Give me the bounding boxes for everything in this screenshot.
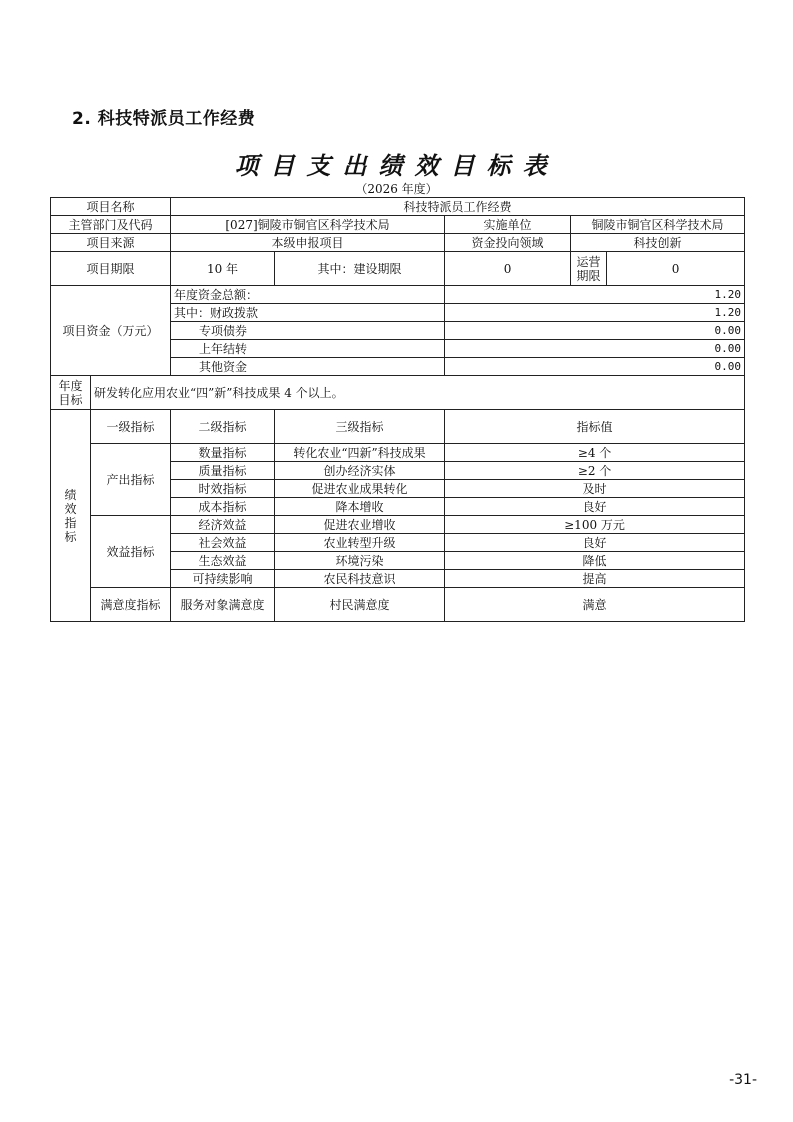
funds-bond-value: 0.00 bbox=[445, 322, 745, 340]
impl-label: 实施单位 bbox=[445, 216, 571, 234]
annual-goal-label: 年度目标 bbox=[51, 376, 91, 410]
output-l3: 创办经济实体 bbox=[275, 462, 445, 480]
header-level1: 一级指标 bbox=[91, 410, 171, 444]
funds-carryover-value: 0.00 bbox=[445, 340, 745, 358]
output-l2: 质量指标 bbox=[171, 462, 275, 480]
benefit-indicator-label: 效益指标 bbox=[91, 516, 171, 588]
header-level3: 三级指标 bbox=[275, 410, 445, 444]
benefit-value: 降低 bbox=[445, 552, 745, 570]
header-value: 指标值 bbox=[445, 410, 745, 444]
funds-label: 项目资金（万元） bbox=[51, 286, 171, 376]
output-value: ≥2 个 bbox=[445, 462, 745, 480]
output-value: ≥4 个 bbox=[445, 444, 745, 462]
benefit-value: 良好 bbox=[445, 534, 745, 552]
output-indicator-label: 产出指标 bbox=[91, 444, 171, 516]
benefit-value: ≥100 万元 bbox=[445, 516, 745, 534]
ops-label: 运营期限 bbox=[571, 252, 607, 286]
output-value: 良好 bbox=[445, 498, 745, 516]
output-l2: 成本指标 bbox=[171, 498, 275, 516]
benefit-l3: 促进农业增收 bbox=[275, 516, 445, 534]
dept-label: 主管部门及代码 bbox=[51, 216, 171, 234]
impl-value: 铜陵市铜官区科学技术局 bbox=[571, 216, 745, 234]
annual-goal-text: 研发转化应用农业“四”新”科技成果 4 个以上。 bbox=[91, 376, 745, 410]
funds-carryover-label: 上年结转 bbox=[171, 340, 445, 358]
perf-section-label: 绩效指标 bbox=[51, 410, 91, 622]
project-name-value: 科技特派员工作经费 bbox=[171, 198, 745, 216]
build-label: 其中：建设期限 bbox=[275, 252, 445, 286]
period-label: 项目期限 bbox=[51, 252, 171, 286]
funds-other-value: 0.00 bbox=[445, 358, 745, 376]
satisfaction-l3: 村民满意度 bbox=[275, 588, 445, 622]
table-year: （2026 年度） bbox=[355, 182, 438, 196]
funds-fiscal-label: 其中：财政拨款 bbox=[171, 304, 445, 322]
benefit-l2: 生态效益 bbox=[171, 552, 275, 570]
funds-total-label: 年度资金总额： bbox=[171, 286, 445, 304]
dept-value: [027]铜陵市铜官区科学技术局 bbox=[171, 216, 445, 234]
output-l3: 促进农业成果转化 bbox=[275, 480, 445, 498]
benefit-l2: 经济效益 bbox=[171, 516, 275, 534]
output-l3: 降本增收 bbox=[275, 498, 445, 516]
benefit-l2: 社会效益 bbox=[171, 534, 275, 552]
satisfaction-l2: 服务对象满意度 bbox=[171, 588, 275, 622]
page-number: -31- bbox=[729, 1072, 757, 1088]
funds-total-value: 1.20 bbox=[445, 286, 745, 304]
output-l2: 时效指标 bbox=[171, 480, 275, 498]
performance-goal-table bbox=[50, 197, 745, 622]
funds-bond-label: 专项债券 bbox=[171, 322, 445, 340]
build-value: 0 bbox=[445, 252, 571, 286]
section-heading: 2. 科技特派员工作经费 bbox=[72, 109, 256, 129]
benefit-l3: 环境污染 bbox=[275, 552, 445, 570]
domain-value: 科技创新 bbox=[571, 234, 745, 252]
project-name-label: 项目名称 bbox=[51, 198, 171, 216]
output-l2: 数量指标 bbox=[171, 444, 275, 462]
funds-fiscal-value: 1.20 bbox=[445, 304, 745, 322]
benefit-l2: 可持续影响 bbox=[171, 570, 275, 588]
benefit-l3: 农民科技意识 bbox=[275, 570, 445, 588]
satisfaction-value: 满意 bbox=[445, 588, 745, 622]
period-value: 10 年 bbox=[171, 252, 275, 286]
funds-other-label: 其他资金 bbox=[171, 358, 445, 376]
source-label: 项目来源 bbox=[51, 234, 171, 252]
ops-value: 0 bbox=[607, 252, 745, 286]
source-value: 本级申报项目 bbox=[171, 234, 445, 252]
table-title: 项目支出绩效目标表 bbox=[234, 151, 559, 180]
domain-label: 资金投向领域 bbox=[445, 234, 571, 252]
output-l3: 转化农业“四新”科技成果 bbox=[275, 444, 445, 462]
benefit-value: 提高 bbox=[445, 570, 745, 588]
satisfaction-indicator-label: 满意度指标 bbox=[91, 588, 171, 622]
header-level2: 二级指标 bbox=[171, 410, 275, 444]
benefit-l3: 农业转型升级 bbox=[275, 534, 445, 552]
output-value: 及时 bbox=[445, 480, 745, 498]
